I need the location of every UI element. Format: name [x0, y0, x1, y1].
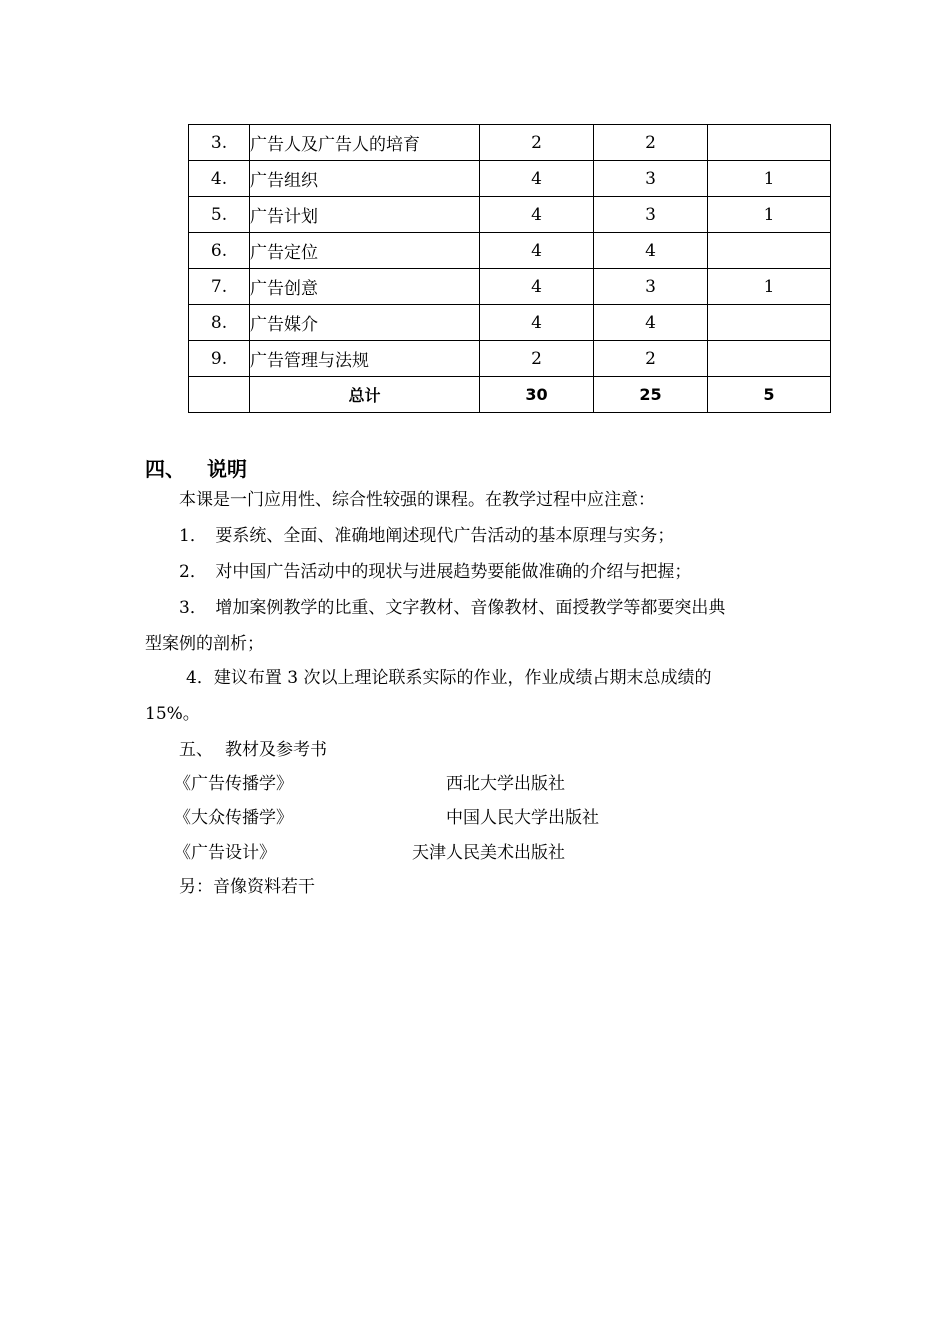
reference-publisher-2: 中国人民大学出版社: [446, 808, 599, 828]
note-item-3: 3． 增加案例教学的比重、文字教材、音像教材、面授教学等都要突出典: [179, 598, 726, 618]
row-topic: 广告定位: [250, 233, 480, 269]
row-practice-hours: 1: [708, 161, 831, 197]
row-number: 4.: [189, 161, 250, 197]
reference-title-1: 《广告传播学》: [174, 774, 293, 794]
table-row: [189, 269, 831, 305]
row-topic: 广告管理与法规: [250, 341, 480, 377]
row-topic: 广告媒介: [250, 305, 480, 341]
total-lecture-hours: 25: [594, 377, 708, 413]
note-item-3-continued: 型案例的剖析；: [145, 634, 264, 654]
row-lecture-hours: 2: [594, 341, 708, 377]
row-practice-hours: [708, 125, 831, 161]
av-materials-note: 另：音像资料若干: [179, 877, 315, 897]
row-practice-hours: [708, 305, 831, 341]
row-number: 6.: [189, 233, 250, 269]
row-practice-hours: [708, 233, 831, 269]
reference-title-2: 《大众传播学》: [174, 808, 293, 828]
row-total-hours: 4: [480, 161, 594, 197]
table-row: [189, 125, 831, 161]
row-lecture-hours: 4: [594, 233, 708, 269]
row-number: 3.: [189, 125, 250, 161]
table-row: [189, 161, 831, 197]
row-lecture-hours: 2: [594, 125, 708, 161]
row-total-hours: 4: [480, 197, 594, 233]
row-topic: 广告组织: [250, 161, 480, 197]
row-total-hours: 2: [480, 341, 594, 377]
row-lecture-hours: 3: [594, 197, 708, 233]
reference-publisher-1: 西北大学出版社: [446, 774, 565, 794]
row-number: 5.: [189, 197, 250, 233]
note-item-2: 2． 对中国广告活动中的现状与进展趋势要能做准确的介绍与把握；: [179, 562, 692, 582]
total-label: 总计: [250, 377, 480, 413]
table-row: [189, 197, 831, 233]
total-row-number-cell: [189, 377, 250, 413]
note-item-4: 4．建议布置 3 次以上理论联系实际的作业，作业成绩占期末总成绩的: [186, 668, 712, 688]
row-practice-hours: 1: [708, 269, 831, 305]
row-topic: 广告人及广告人的培育: [250, 125, 480, 161]
row-practice-hours: 1: [708, 197, 831, 233]
row-topic: 广告创意: [250, 269, 480, 305]
section-4-title: 说明: [207, 457, 247, 481]
reference-title-3: 《广告设计》: [174, 843, 276, 863]
table-row: [189, 233, 831, 269]
reference-publisher-3: 天津人民美术出版社: [412, 843, 565, 863]
row-total-hours: 2: [480, 125, 594, 161]
row-lecture-hours: 3: [594, 161, 708, 197]
section-5-title: 教材及参考书: [225, 740, 327, 760]
row-total-hours: 4: [480, 269, 594, 305]
total-hours: 30: [480, 377, 594, 413]
section-4-number: 四、: [145, 457, 185, 481]
row-number: 7.: [189, 269, 250, 305]
table-row: [189, 305, 831, 341]
section-5-heading: [179, 740, 327, 760]
section-4-intro: 本课是一门应用性、综合性较强的课程。在教学过程中应注意：: [179, 490, 655, 510]
row-number: 9.: [189, 341, 250, 377]
total-practice-hours: 5: [708, 377, 831, 413]
row-lecture-hours: 3: [594, 269, 708, 305]
table-total-row: [189, 377, 831, 413]
row-lecture-hours: 4: [594, 305, 708, 341]
row-topic: 广告计划: [250, 197, 480, 233]
note-item-1: 1． 要系统、全面、准确地阐述现代广告活动的基本原理与实务；: [179, 526, 675, 546]
row-total-hours: 4: [480, 233, 594, 269]
table-row: [189, 341, 831, 377]
section-4-heading: [145, 453, 247, 482]
section-5-number: 五、: [179, 740, 213, 760]
note-item-4-continued: 15%。: [145, 704, 200, 724]
course-hours-table: [188, 124, 831, 413]
row-number: 8.: [189, 305, 250, 341]
row-total-hours: 4: [480, 305, 594, 341]
row-practice-hours: [708, 341, 831, 377]
table-body: [189, 125, 831, 413]
